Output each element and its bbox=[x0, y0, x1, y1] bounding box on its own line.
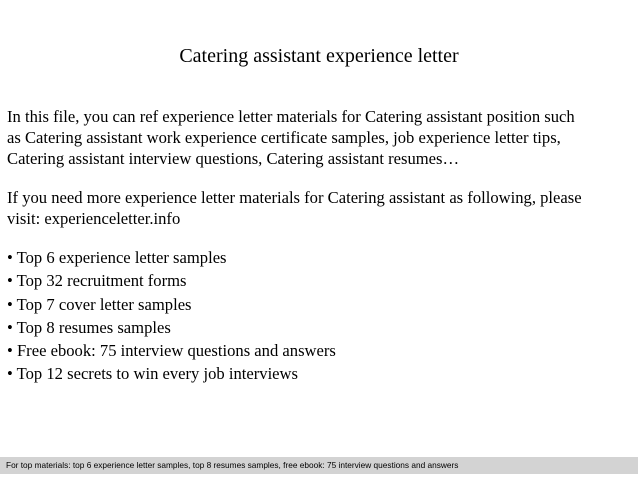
more-line: visit: experienceletter.info bbox=[7, 209, 181, 228]
list-item: • Top 32 recruitment forms bbox=[7, 271, 187, 291]
more-paragraph bbox=[7, 187, 633, 229]
intro-line: as Catering assistant work experience certificate samples, job experience letter tips, bbox=[7, 128, 561, 147]
materials-list bbox=[7, 246, 336, 386]
intro-line: Catering assistant interview questions, Catering assistant resumes… bbox=[7, 149, 460, 168]
list-item: • Top 12 secrets to win every job interviews bbox=[7, 364, 298, 384]
list-item: • Free ebook: 75 interview questions and answers bbox=[7, 341, 336, 361]
page-title: Catering assistant experience letter bbox=[179, 45, 459, 67]
footer-text: For top materials: top 6 experience letter samples, top 8 resumes samples, free ebook: 75 interview questions and answers bbox=[6, 460, 459, 470]
intro-paragraph bbox=[7, 106, 633, 169]
more-line: If you need more experience letter materials for Catering assistant as following, please bbox=[7, 188, 582, 207]
footer-bar bbox=[0, 457, 638, 474]
list-item: • Top 7 cover letter samples bbox=[7, 294, 192, 314]
intro-line: In this file, you can ref experience letter materials for Catering assistant position such bbox=[7, 107, 575, 126]
list-item: • Top 8 resumes samples bbox=[7, 317, 171, 337]
list-item: • Top 6 experience letter samples bbox=[7, 248, 227, 267]
